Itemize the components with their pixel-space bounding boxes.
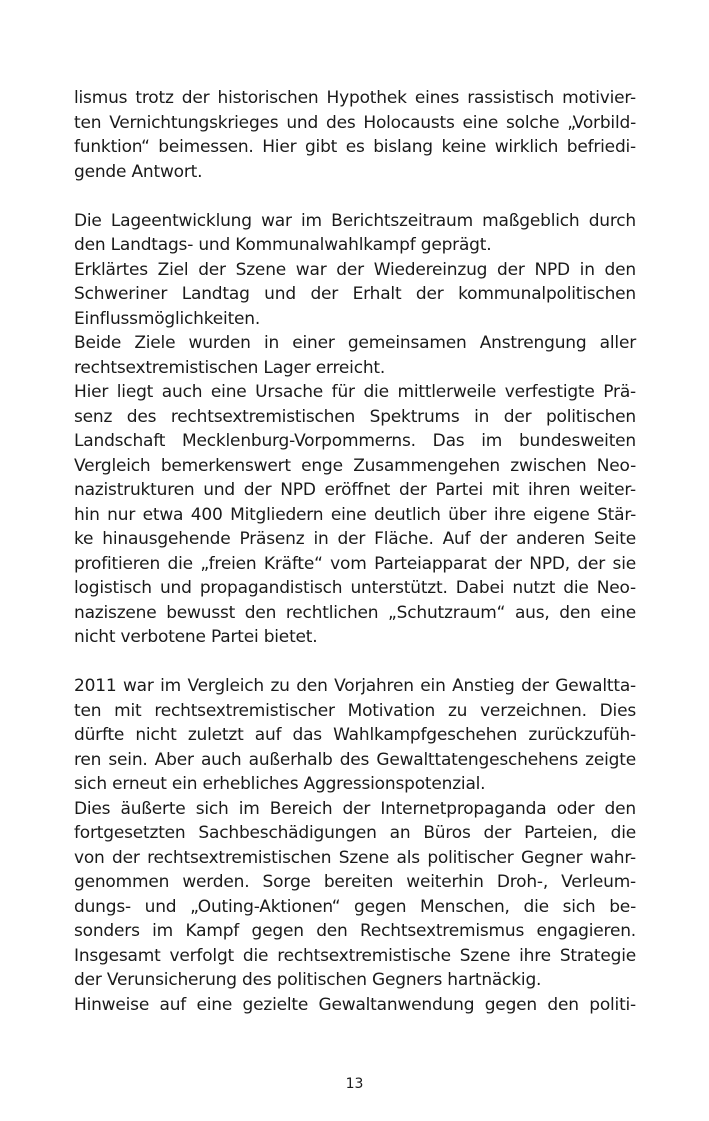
text-line: sich erneut ein erhebliches Aggressionspotenzial. — [74, 774, 486, 794]
text-line: Hinweise auf eine gezielte Gewaltanwendung gegen den politi- — [74, 994, 636, 1015]
paragraph — [74, 674, 636, 1017]
text-line: Insgesamt verfolgt die rechtsextremistische Szene ihre Strategie — [74, 945, 636, 966]
text-line: dungs- und „Outing-Aktionen“ gegen Menschen, die sich be- — [74, 896, 636, 917]
text-line: ten mit rechtsextremistischer Motivation zu verzeichnen. Dies — [74, 700, 636, 721]
text-line: senz des rechtsextremistischen Spektrums in der politischen — [74, 406, 636, 427]
text-line: naziszene bewusst den rechtlichen „Schutzraum“ aus, den eine — [74, 602, 636, 623]
text-line: rechtsextremistischen Lager erreicht. — [74, 357, 386, 378]
text-line: ke hinausgehende Präsenz in der Fläche. Auf der anderen Seite — [74, 529, 636, 549]
paragraph — [74, 209, 636, 650]
text-line: nicht verbotene Partei bietet. — [74, 627, 318, 647]
text-line: lismus trotz der historischen Hypothek eines rassistisch motivier- — [74, 88, 636, 108]
text-line: dürfte nicht zuletzt auf das Wahlkampfgeschehen zurückzufüh- — [74, 725, 636, 745]
text-line: ten Vernichtungskrieges und des Holocausts eine solche „Vorbild- — [74, 112, 636, 133]
text-line: von der rechtsextremistischen Szene als politischer Gegner wahr- — [74, 847, 636, 868]
text-line: den Landtags- und Kommunalwahlkampf geprägt. — [74, 235, 492, 255]
text-line: Landschaft Mecklenburg-Vorpommerns. Das im bundesweiten — [74, 431, 636, 451]
text-line: sonders im Kampf gegen den Rechtsextremismus engagieren. — [74, 921, 636, 941]
paragraph-spacer — [74, 650, 636, 675]
paragraph-spacer — [74, 184, 636, 209]
text-line: ren sein. Aber auch außerhalb des Gewalttatengeschehens zeigte — [74, 749, 636, 770]
text-line: nazistrukturen und der NPD eröffnet der Partei mit ihren weiter- — [74, 480, 636, 500]
text-line: Vergleich bemerkenswert enge Zusammengehen zwischen Neo- — [74, 455, 636, 476]
text-line: Dies äußerte sich im Bereich der Internetpropaganda oder den — [74, 798, 636, 819]
text-line: Hier liegt auch eine Ursache für die mittlerweile verfestigte Prä- — [74, 382, 636, 402]
text-line: Erklärtes Ziel der Szene war der Wiedereinzug der NPD in den — [74, 259, 636, 280]
text-line: genommen werden. Sorge bereiten weiterhin Droh-, Verleum- — [74, 872, 636, 892]
text-line: hin nur etwa 400 Mitgliedern eine deutlich über ihre eigene Stär- — [74, 504, 636, 525]
text-line: 2011 war im Vergleich zu den Vorjahren ein Anstieg der Gewaltta- — [74, 676, 636, 696]
page-number: 13 — [345, 1076, 364, 1092]
paragraph — [74, 86, 636, 184]
text-line: funktion“ beimessen. Hier gibt es bislang keine wirklich befriedi- — [74, 137, 636, 157]
text-line: fortgesetzten Sachbeschädigungen an Büros der Parteien, die — [74, 823, 636, 843]
text-line: logistisch und propagandistisch unterstützt. Dabei nutzt die Neo- — [74, 578, 636, 598]
text-line: Beide Ziele wurden in einer gemeinsamen Anstrengung aller — [74, 333, 636, 353]
text-line: profitieren die „freien Kräfte“ vom Parteiapparat der NPD, der sie — [74, 553, 636, 574]
text-line: der Verunsicherung des politischen Gegners hartnäckig. — [74, 970, 542, 990]
text-line: Schweriner Landtag und der Erhalt der kommunalpolitischen — [74, 284, 636, 304]
text-line: Einflussmöglichkeiten. — [74, 308, 261, 329]
text-line: gende Antwort. — [74, 161, 203, 182]
text-line: Die Lageentwicklung war im Berichtszeitraum maßgeblich durch — [74, 210, 636, 231]
page-body — [74, 86, 636, 1017]
